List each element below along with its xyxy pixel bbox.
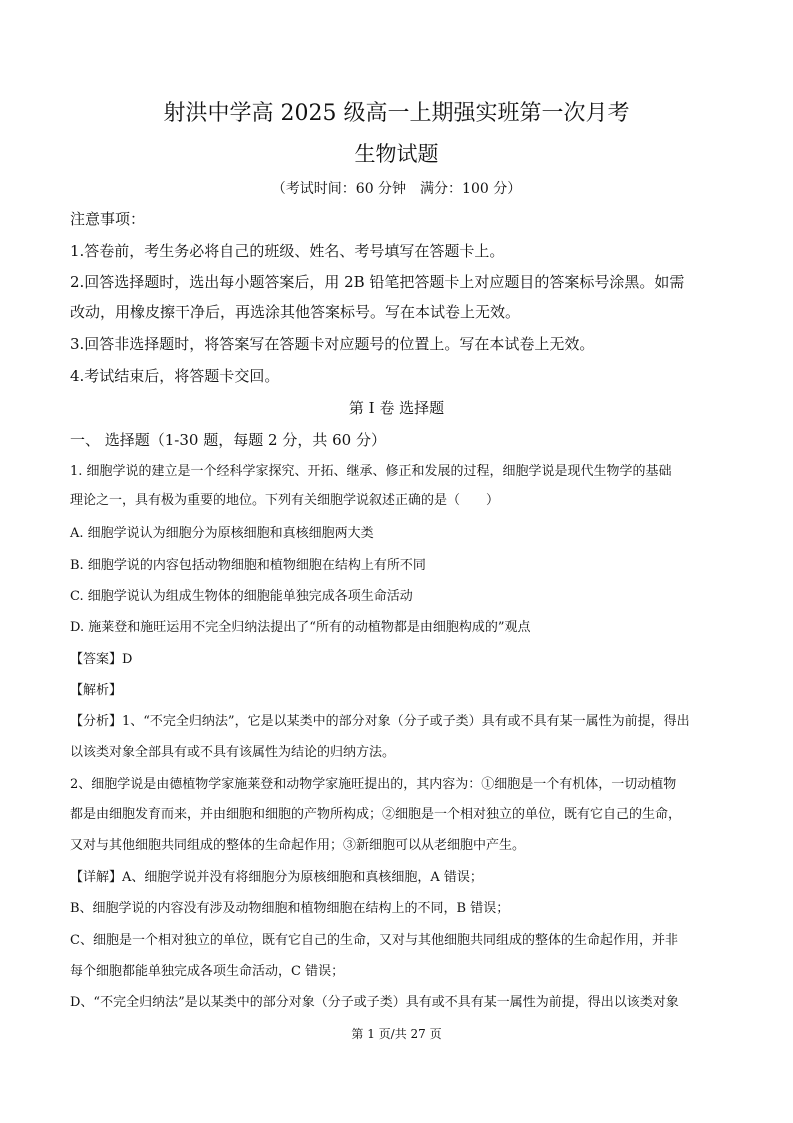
- notice-item-2-cont: 改动，用橡皮擦干净后，再选涂其他答案标号。写在本试卷上无效。: [70, 303, 521, 321]
- analysis-line: B、细胞学说的内容没有涉及动物细胞和植物细胞在结构上的不同，B 错误；: [70, 901, 510, 916]
- analysis-line: 【分析】1、“不完全归纳法”，它是以某类中的部分对象（分子或子类）具有或不具有某一属性为前提，得出: [70, 714, 690, 729]
- notice-item-2: 2.回答选择题时，选出每小题答案后，用 2B 铅笔把答题卡上对应题目的答案标号涂黑。如需: [70, 273, 685, 291]
- analysis-line: 以该类对象全部具有或不具有该属性为结论的归纳方法。: [70, 745, 396, 760]
- volume-title: 第 I 卷 选择题: [348, 399, 445, 417]
- analysis-heading: 【解析】: [70, 683, 123, 698]
- exam-title: 射洪中学高 2025 级高一上期强实班第一次月考: [163, 101, 630, 126]
- option-b: B. 细胞学说的内容包括动物细胞和植物细胞在结构上有所不同: [70, 558, 426, 573]
- question-stem-line-1: 1. 细胞学说的建立是一个经科学家探究、开拓、继承、修正和发展的过程，细胞学说是现代生物学的基础: [70, 464, 672, 479]
- page-number: 第 1 页/共 27 页: [351, 1027, 442, 1041]
- analysis-line: D、“不完全归纳法”是以某类中的部分对象（分子或子类）具有或不具有某一属性为前提，得出以该类对象: [70, 995, 679, 1010]
- notice-item-1: 1.答卷前，考生务必将自己的班级、姓名、考号填写在答题卡上。: [70, 242, 505, 260]
- answer-label: 【答案】D: [70, 652, 133, 667]
- analysis-line: 都是由细胞发育而来，并由细胞和细胞的产物所构成；②细胞是一个相对独立的单位，既有它自己的生命，: [70, 807, 682, 822]
- analysis-line: 每个细胞都能单独完成各项生命活动，C 错误；: [70, 964, 345, 979]
- part-title: 一、 选择题（1-30 题，每题 2 分，共 60 分）: [70, 431, 386, 449]
- analysis-line: 【详解】A、细胞学说并没有将细胞分为原核细胞和真核细胞，A 错误；: [70, 870, 483, 885]
- option-a: A. 细胞学说认为细胞分为原核细胞和真核细胞两大类: [70, 526, 374, 541]
- notice-item-3: 3.回答非选择题时，将答案写在答题卡对应题号的位置上。写在本试卷上无效。: [70, 335, 595, 353]
- exam-info: （考试时间：60 分钟 满分：100 分）: [271, 181, 522, 197]
- option-d: D. 施莱登和施旺运用不完全归纳法提出了“所有的动植物都是由细胞构成的”观点: [70, 620, 531, 635]
- question-stem-line-2: 理论之一，具有极为重要的地位。下列有关细胞学说叙述正确的是（ ）: [70, 493, 500, 508]
- analysis-line: C、细胞是一个相对独立的单位，既有它自己的生命，又对与其他细胞共同组成的整体的生命起作用，并非: [70, 933, 678, 948]
- analysis-line: 又对与其他细胞共同组成的整体的生命起作用；③新细胞可以从老细胞中产生。: [70, 838, 526, 853]
- notice-item-4: 4.考试结束后，将答题卡交回。: [70, 367, 280, 385]
- option-c: C. 细胞学说认为组成生物体的细胞能单独完成各项生命活动: [70, 589, 413, 604]
- notice-heading: 注意事项：: [70, 210, 146, 228]
- subject-title: 生物试题: [354, 142, 439, 166]
- analysis-line: 2、细胞学说是由德植物学家施莱登和动物学家施旺提出的，其内容为：①细胞是一个有机体，一切动植物: [70, 777, 677, 792]
